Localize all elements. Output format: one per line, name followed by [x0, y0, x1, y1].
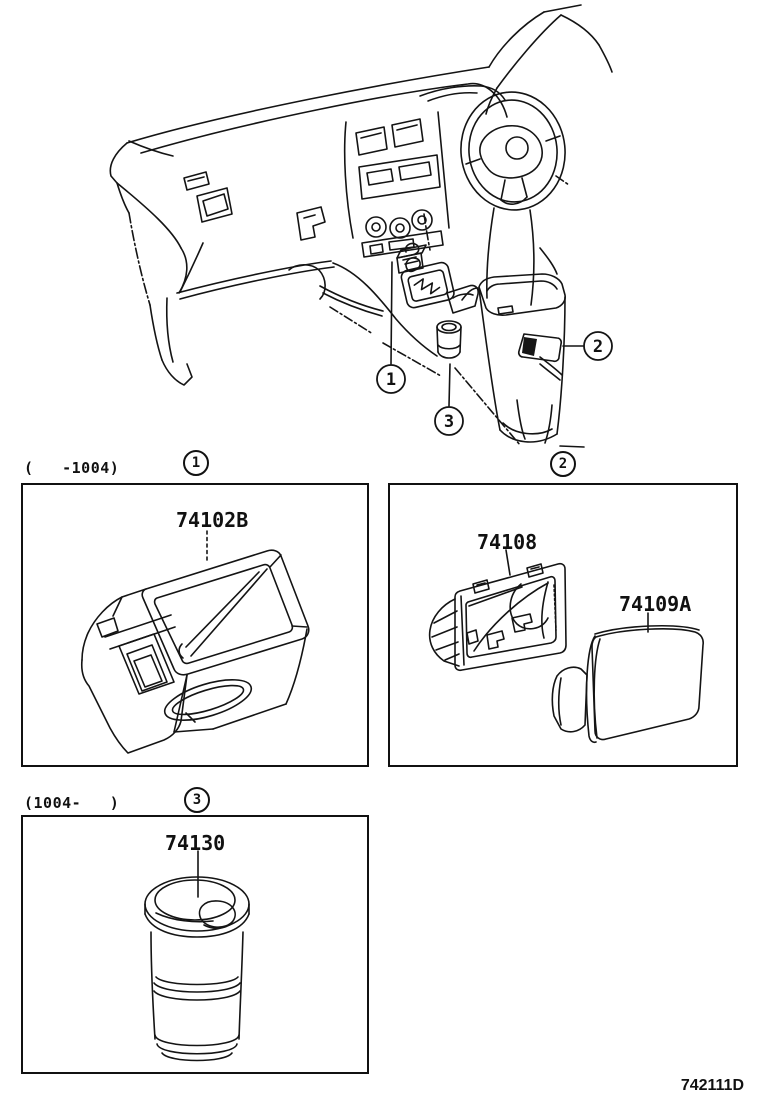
part-number-74130[interactable]: 74130: [165, 831, 226, 855]
diagram-code: 742111D: [680, 1077, 744, 1094]
overview-callouts: [377, 262, 612, 435]
console-armrest-lines: [462, 248, 584, 447]
overview-callout-3[interactable]: [435, 407, 463, 435]
overview-callout-2[interactable]: [584, 332, 612, 360]
center-stack-lines: [345, 112, 449, 273]
part-drawing-74108-74109A: [390, 485, 736, 765]
panel1-callout-badge[interactable]: 1: [183, 450, 209, 476]
part-drawing-74130: [23, 817, 367, 1072]
panel-rear-console: [388, 483, 738, 767]
dashboard-line-art: [0, 0, 760, 460]
panel3-range-label: (1004- ): [24, 794, 120, 812]
overview-callout-3-number: 3: [443, 412, 455, 432]
panel3-callout-badge[interactable]: 3: [184, 787, 210, 813]
overview-callout-1-number: 1: [385, 370, 397, 390]
part-number-74102B[interactable]: 74102B: [176, 508, 249, 532]
left-dash-lines: [110, 141, 437, 385]
panel-pre-1004: [21, 483, 369, 767]
part-number-74108[interactable]: 74108: [477, 530, 538, 554]
panel-post-1004: [21, 815, 369, 1074]
part-number-74109A[interactable]: 74109A: [619, 592, 692, 616]
console-cup-lines: [437, 285, 478, 358]
panel2-callout-badge[interactable]: 2: [550, 451, 576, 477]
overview-callout-1[interactable]: [377, 365, 405, 393]
overview-callout-2-number: 2: [592, 337, 604, 357]
panel1-range-label: ( -1004): [24, 459, 120, 477]
